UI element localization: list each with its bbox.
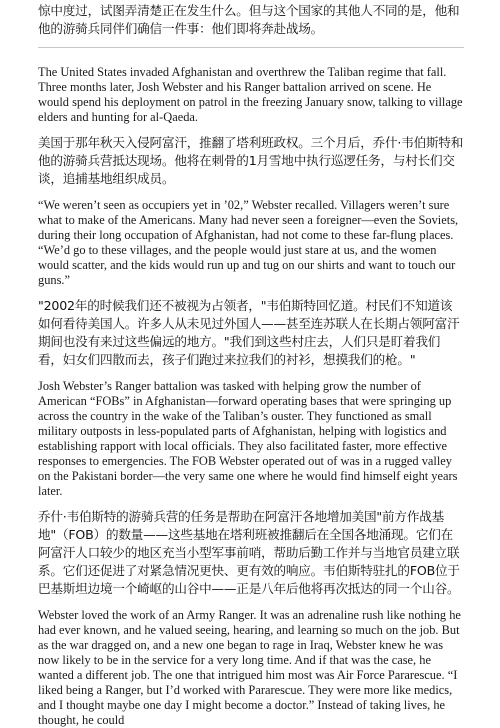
paragraph-zh-2: 美国于那年秋天入侵阿富汗，推翻了塔利班政权。三个月后，乔什·韦伯斯特和他的游骑兵营抵达现场。他将在刺骨的1月雪地中执行巡逻任务，与村长们交谈，追捕基地组织成员。 [38,135,464,186]
divider [38,47,464,48]
paragraph-zh-4: 乔什·韦伯斯特的游骑兵营的任务是帮助在阿富汗各地增加美国"前方作战基地"（FOB）的数量——这些基地在塔利班被推翻后在全国各地涌现。它们在阿富汗人口较少的地区充当小型军事前哨，帮助后勤工作并与当地官员建立联系。它们还促进了对紧急情况更快、更有效的响应。韦伯斯特驻扎的FOB位于巴基斯坦边境一个崎岖的山谷中——正是八年后他将再次抵达的同一个山谷。 [38,509,460,596]
paragraph-zh-1: 惊中度过，试图弄清楚正在发生什么。但与这个国家的其他人不同的是，他和他的游骑兵同伴们确信一件事：他们即将奔赴战场。 [38,3,460,36]
paragraph-en-1: The United States invaded Afghanistan and overthrew the Taliban regime that fall. Three months later, Josh Webster and his Ranger battalion arrived on scene. He would spend his deployment on patrol in the freezing January snow, talking to village elders and hunting for al-Qaeda. [38,65,463,124]
paragraph-en-4: Webster loved the work of an Army Ranger. It was an adrenaline rush like nothing he had ever known, and he valued seeing, hearing, and learning so much on the job. But as the war dragged on, and a new one began to rage in Iraq, Webster knew he was now likely to be in the service for a very long time. And if that was the case, he wanted a different job. The one that intrigued him most was Air Force Pararescue. “I liked being a Ranger, but I’d worked with Pararescue. They were more like medics, and I thought maybe one day I might become a doctor.” Instead of taking lives, he thought, he could [38,608,461,727]
paragraph-en-2: “We weren’t seen as occupiers yet in ’02,” Webster recalled. Villagers weren’t sure what to make of the Americans. Many had never seen a foreigner—even the Soviets, during their long occupation of Afghanistan, had not come to these far-flung places. “We’d go to these villages, and the people would just stare at us, and the women would scatter, and the kids would run up and tug on our shirts and want to touch our guns.” [38,198,459,287]
paragraph-en-3: Josh Webster’s Ranger battalion was tasked with helping grow the number of American “FOBs” in Afghanistan—forward operating bases that were springing up across the country in the wake of the Taliban’s ouster. They functioned as small military outposts in less-populated parts of Afghanistan, helping with logistics and establishing rapport with local officials. They also facilitated faster, more effective responses to emergencies. The FOB Webster operated out of was in a rugged valley on the Pakistani border—the very same one where he would find himself eight years later. [38,379,458,498]
page-content [38,0,464,728]
paragraph-zh-3: "2002年的时候我们还不被视为占领者，"韦伯斯特回忆道。村民们不知道该如何看待美国人。许多人从未见过外国人——甚至连苏联人在长期占领阿富汗期间也没有来过这些偏远的地方。"我们到这些村庄去，人们只是盯着我们看，妇女们四散而去，孩子们跑过来拉我们的衬衫，想摸我们的枪。" [38,298,460,367]
